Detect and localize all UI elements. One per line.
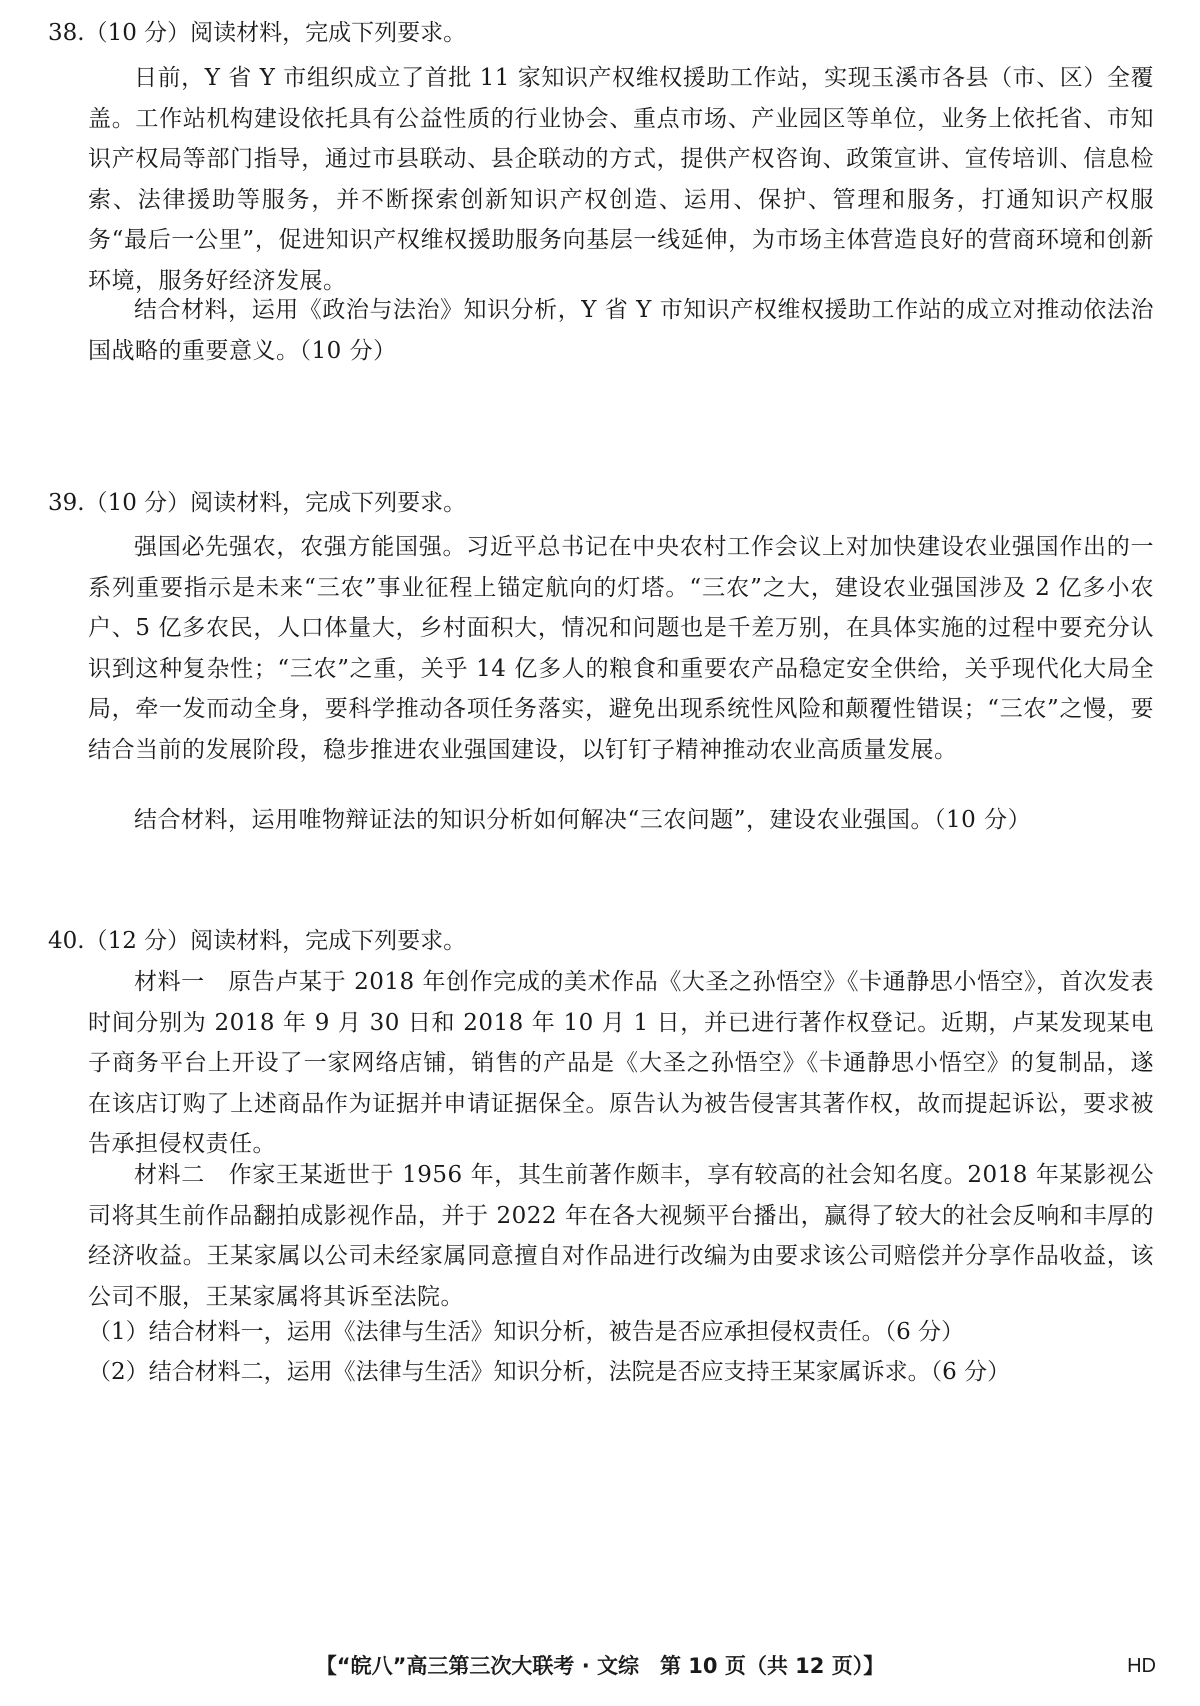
footer-title: 【“皖八”高三第三次大联考 · 文综 第 10 页（共 12 页）】 [315, 1654, 885, 1678]
question-38-material: 日前，Y 省 Y 市组织成立了首批 11 家知识产权维权援助工作站，实现玉溪市各县（市、区）全覆盖。工作站机构建设依托具有公益性质的行业协会、重点市场、产业园区等单位，业务上依托省、市知识产权局等部门指导，通过市县联动、县企联动的方式，提供产权咨询、政策宣讲、宣传培训、信息检索、法律援助等服务，并不断探索创新知识产权创造、运用、保护、管理和服务，打通知识产权服务“最后一公里”，促进知识产权维权援助服务向基层一线延伸，为市场主体营造良好的营商环境和创新环境，服务好经济发展。 [88, 65, 1154, 294]
question-40-material-one: 材料一 原告卢某于 2018 年创作完成的美术作品《大圣之孙悟空》《卡通静思小悟空》，首次发表时间分别为 2018 年 9 月 30 日和 2018 年 10 月 1 日，并已进行著作权登记。近期，卢某发现某电子商务平台上开设了一家网络店铺，销售的产品是《大圣之孙悟空》《卡通静思小悟空》的复制品，遂在该店订购了上述商品作为证据并申请证据保全。原告认为被告侵害其著作权，故而提起诉讼，要求被告承担侵权责任。 [88, 969, 1154, 1157]
question-38-heading: 38.（10 分）阅读材料，完成下列要求。 [48, 20, 467, 46]
question-39-material: 强国必先强农，农强方能国强。习近平总书记在中央农村工作会议上对加快建设农业强国作出的一系列重要指示是未来“三农”事业征程上锚定航向的灯塔。“三农”之大，建设农业强国涉及 2 亿多小农户、5 亿多农民，人口体量大，乡村面积大，情况和问题也是千差万别，在具体实施的过程中要充分认识到这种复杂性；“三农”之重，关乎 14 亿多人的粮食和重要农产品稳定安全供给，关乎现代化大局全局，牵一发而动全身，要科学推动各项任务落实，避免出现系统性风险和颠覆性错误；“三农”之慢，要结合当前的发展阶段，稳步推进农业强国建设，以钉钉子精神推动农业高质量发展。 [88, 534, 1154, 763]
question-39-task: 结合材料，运用唯物辩证法的知识分析如何解决“三农问题”，建设农业强国。（10 分） [134, 807, 1032, 833]
question-39-heading: 39.（10 分）阅读材料，完成下列要求。 [48, 490, 467, 516]
question-40-sub-2: （2）结合材料二，运用《法律与生活》知识分析，法院是否应支持王某家属诉求。（6 分） [88, 1359, 1011, 1385]
question-40-material-two: 材料二 作家王某逝世于 1956 年，其生前著作颇丰，享有较高的社会知名度。2018 年某影视公司将其生前作品翻拍成影视作品，并于 2022 年在各大视频平台播出，赢得了较大的社会反响和丰厚的经济收益。王某家属以公司未经家属同意擅自对作品进行改编为由要求该公司赔偿并分享作品收益，该公司不服，王某家属将其诉至法院。 [88, 1162, 1154, 1310]
question-40-heading: 40.（12 分）阅读材料，完成下列要求。 [48, 928, 467, 954]
question-40-sub-1: （1）结合材料一，运用《法律与生活》知识分析，被告是否应承担侵权责任。（6 分） [88, 1319, 965, 1345]
footer-code: HD [1127, 1655, 1156, 1677]
question-38-task: 结合材料，运用《政治与法治》知识分析，Y 省 Y 市知识产权维权援助工作站的成立对推动依法治国战略的重要意义。（10 分） [88, 297, 1154, 364]
